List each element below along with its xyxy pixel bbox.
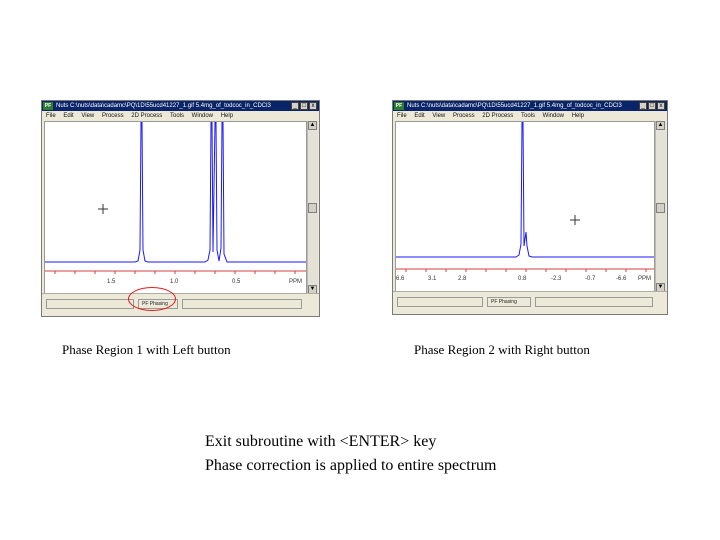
arrow-down-icon[interactable]: ▼ [657,284,664,290]
status-empty-field [397,297,483,307]
menu-edit[interactable]: Edit [63,113,74,119]
menu-file[interactable]: File [46,113,56,119]
spectrum-trace [45,122,307,262]
right-caption: Phase Region 2 with Right button [414,342,590,357]
scroll-thumb[interactable] [308,203,317,213]
left-nuts-window [41,100,320,317]
menu-process[interactable]: Process [101,113,124,119]
crosshair-cursor-icon [570,215,580,225]
status-mode-field: PF Phasing [487,297,531,307]
status-empty-field [46,299,134,309]
ppm-unit-label: PPM [289,279,303,285]
menu-2d-process[interactable]: 2D Process [131,113,163,119]
menu-view[interactable]: View [432,113,446,119]
arrow-up-icon[interactable]: ▲ [309,122,316,128]
ppm-tick-label: -0.7 [585,276,596,282]
maximize-button[interactable]: □ [648,102,656,110]
left-spectrum-plot[interactable] [44,121,307,294]
menu-tools[interactable]: Tools [520,113,535,119]
ppm-tick-label: 6.6 [396,276,405,282]
menu-help[interactable]: Help [571,113,585,119]
status-empty-field [182,299,302,309]
minimize-button[interactable]: _ [639,102,647,110]
menu-window[interactable]: Window [191,113,214,119]
menu-file[interactable]: File [397,113,407,119]
left-caption: Phase Region 1 with Left button [62,342,231,357]
left-menubar [42,111,319,121]
menu-edit[interactable]: Edit [414,113,425,119]
status-empty-field [535,297,653,307]
ppm-tick-label: -2.3 [551,276,562,282]
right-spectrum-plot[interactable] [395,121,655,292]
ppm-tick-label: 0.5 [232,279,241,285]
menu-view[interactable]: View [81,113,95,119]
arrow-down-icon[interactable]: ▼ [309,286,316,292]
left-window-titlebar[interactable] [42,101,319,111]
close-button[interactable]: x [657,102,665,110]
right-window-title: Nuts C:\nuts\data\cadamc\PQ\1D\55ucd41227_1.gif 5.4mg_of_todcoc_in_CDCl3 [407,103,622,109]
ppm-tick-label: 1.5 [107,279,116,285]
ppm-tick-label: 3.1 [428,276,437,282]
crosshair-cursor-icon [98,204,108,214]
left-window-title: Nuts C:\nuts\data\cadamc\PQ\1D\55ucd41227_1.gif 5.4mg_of_todcoc_in_CDCl3 [56,103,271,109]
ppm-tick-label: 2.8 [458,276,467,282]
right-menubar [393,111,667,121]
ppm-tick-label: 1.0 [170,279,179,285]
spectrum-trace [396,122,655,257]
menu-process[interactable]: Process [452,113,475,119]
ppm-tick-label: -6.6 [616,276,627,282]
nuts-app-icon: PF [395,103,403,109]
note-line-1: Exit subroutine with <ENTER> key [205,433,437,450]
right-status-bar [393,291,667,314]
arrow-up-icon[interactable]: ▲ [657,122,664,128]
ppm-unit-label: PPM [638,276,652,282]
left-vertical-scrollbar[interactable] [307,121,318,294]
ppm-tick-label: 0.8 [518,276,527,282]
menu-window[interactable]: Window [542,113,565,119]
left-status-bar [42,293,319,316]
status-mode-field: PF Phasing [138,299,178,309]
right-vertical-scrollbar[interactable] [655,121,666,292]
close-button[interactable]: x [309,102,317,110]
maximize-button[interactable]: □ [300,102,308,110]
minimize-button[interactable]: _ [291,102,299,110]
highlight-circle [128,287,176,311]
note-line-2: Phase correction is applied to entire spectrum [205,457,497,474]
nuts-app-icon: PF [44,103,52,109]
scroll-thumb[interactable] [656,203,665,213]
right-window-titlebar[interactable] [393,101,667,111]
menu-2d-process[interactable]: 2D Process [482,113,514,119]
right-nuts-window [392,100,668,315]
menu-tools[interactable]: Tools [169,113,184,119]
menu-help[interactable]: Help [220,113,234,119]
